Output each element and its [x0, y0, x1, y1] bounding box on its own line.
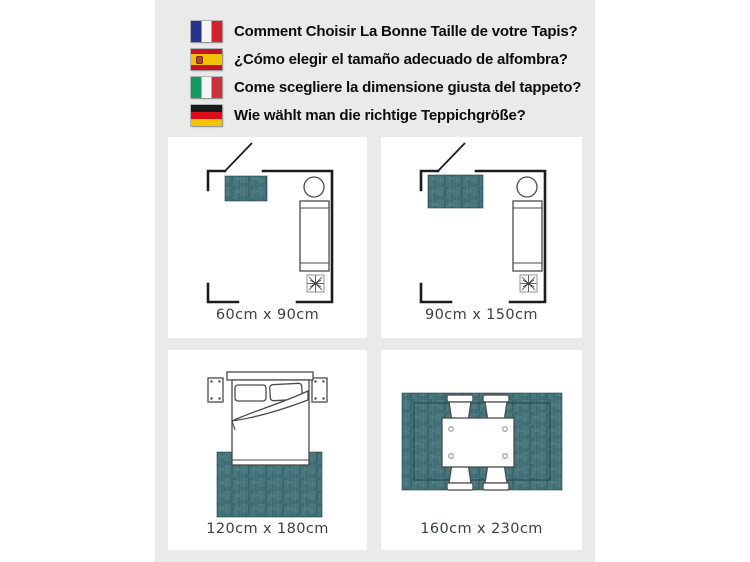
rug-size-guide-infographic — [155, 0, 595, 562]
language-row-french — [191, 21, 577, 42]
rug-size-label: 60cm x 90cm — [215, 307, 320, 323]
wall-bottom-left — [208, 284, 238, 302]
wall-top-left — [208, 171, 225, 190]
header-title-italian: Come scegliere la dimensione giusta del tappeto? — [234, 79, 582, 96]
chair-bottom-right-icon — [483, 467, 509, 491]
door-swing-icon — [438, 143, 465, 171]
germany-flag-icon — [191, 105, 222, 126]
pillow-left-icon — [235, 385, 266, 401]
france-flag-icon — [191, 21, 222, 42]
dining-set-top-view-drawing — [381, 350, 582, 550]
headboard-icon — [227, 372, 313, 380]
chair-top-left-icon — [447, 395, 473, 419]
language-row-italian — [191, 77, 581, 98]
nightstand-left-icon — [208, 378, 223, 402]
wall-bottom-left — [421, 284, 451, 302]
potted-plant-icon — [307, 275, 324, 292]
language-row-spanish — [191, 49, 568, 70]
bed-icon — [300, 201, 329, 271]
panel-bedroom-medium-rug — [381, 137, 582, 338]
potted-plant-icon — [520, 275, 537, 292]
panel-dining-table-rug — [381, 350, 582, 550]
door-swing-icon — [225, 143, 252, 171]
bed-top-view-drawing — [168, 350, 367, 550]
rug-size-label: 90cm x 150cm — [425, 307, 538, 323]
rug-icon — [428, 175, 483, 208]
panel-bedroom-small-rug — [168, 137, 367, 338]
bed-icon — [227, 372, 313, 465]
bed-icon — [513, 201, 542, 271]
rug-size-label: 160cm x 230cm — [420, 521, 543, 537]
language-row-german — [191, 105, 526, 126]
side-table-icon — [304, 177, 324, 197]
spain-coat-of-arms-icon — [196, 56, 203, 64]
italy-flag-icon — [191, 77, 222, 98]
panel-bed-with-rug — [168, 350, 367, 550]
header-title-german: Wie wählt man die richtige Teppichgröße? — [234, 107, 526, 124]
rug-size-label: 120cm x 180cm — [206, 521, 329, 537]
chair-top-right-icon — [483, 395, 509, 419]
side-table-icon — [517, 177, 537, 197]
rug-icon — [225, 176, 267, 201]
dining-table-icon — [442, 418, 514, 467]
nightstand-right-icon — [312, 378, 327, 402]
header-title-french: Comment Choisir La Bonne Taille de votre Tapis? — [234, 23, 578, 40]
spain-flag-icon — [191, 49, 222, 70]
header-title-spanish: ¿Cómo elegir el tamaño adecuado de alfombra? — [234, 51, 568, 68]
chair-bottom-left-icon — [447, 467, 473, 491]
